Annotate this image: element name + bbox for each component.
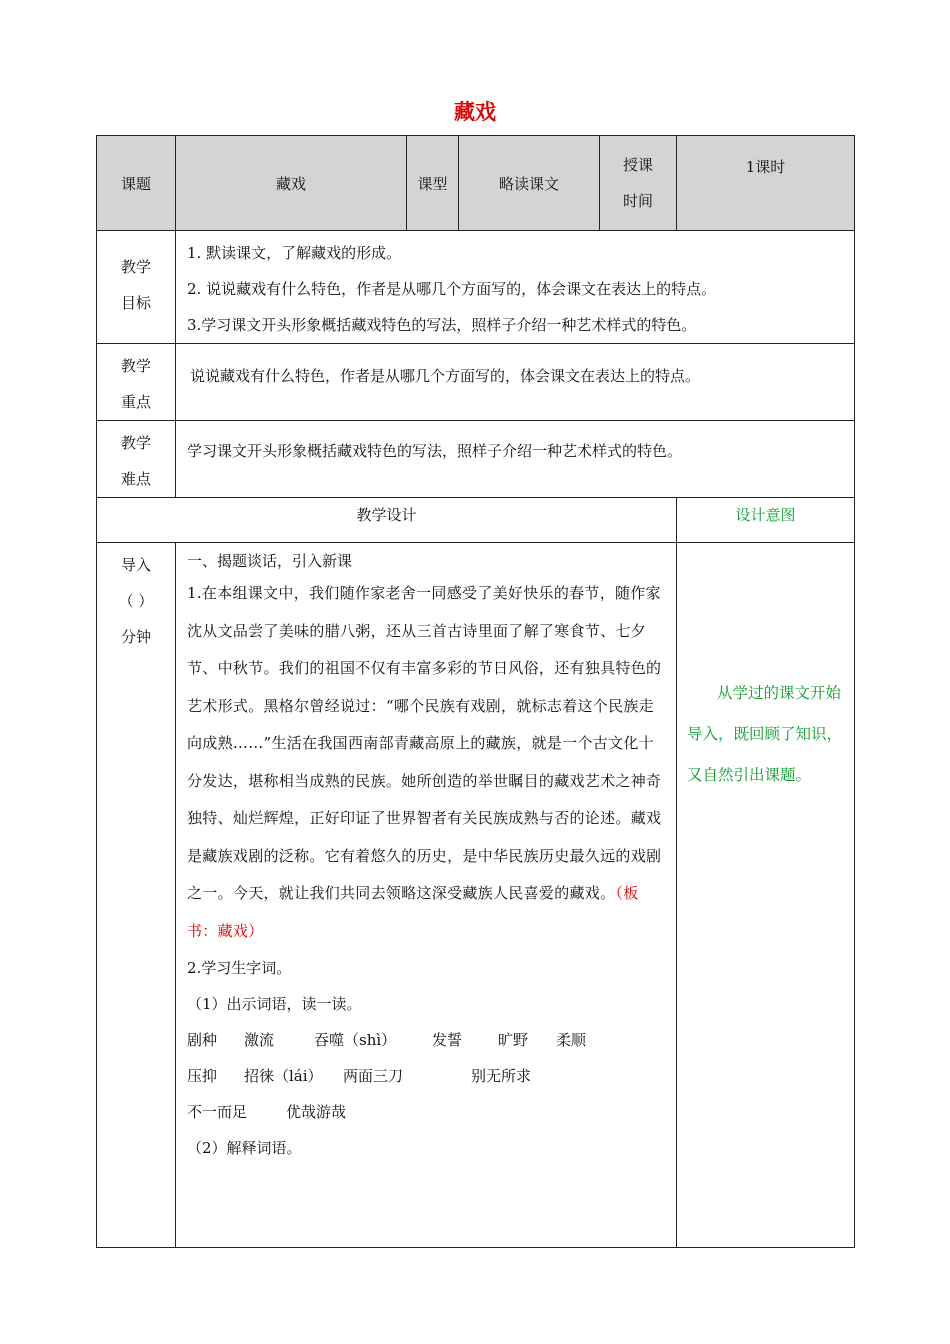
difficulty-content: 学习课文开头形象概括藏戏特色的写法，照样子介绍一种艺术样式的特色。 <box>176 421 855 498</box>
time-label <box>600 136 677 231</box>
document-title: 藏戏 <box>454 100 496 124</box>
difficulty-row <box>97 421 855 498</box>
focus-row <box>97 344 855 421</box>
word-item: 吞噬（shì） <box>314 1031 397 1049</box>
type-value: 略读课文 <box>459 136 600 231</box>
time-label-line1: 授课 <box>622 156 653 174</box>
intro-paragraph <box>187 575 666 950</box>
intro-label-line2: （ ） <box>118 592 154 610</box>
lesson-plan-table <box>96 135 855 1248</box>
difficulty-label <box>97 421 176 498</box>
word-item: 压抑 <box>187 1067 218 1085</box>
intro-label-line3: 分钟 <box>120 628 151 646</box>
topic-value: 藏戏 <box>176 136 407 231</box>
difficulty-label-line2: 难点 <box>120 470 151 488</box>
words-row-1 <box>187 1022 666 1058</box>
word-item: 发誓 <box>432 1031 463 1049</box>
sub-step-explain: （2）解释词语。 <box>187 1139 302 1157</box>
focus-label-line1: 教学 <box>120 357 151 375</box>
board-note: （板书：藏戏） <box>187 884 639 940</box>
word-item: 招徕（lái） <box>244 1067 323 1085</box>
step-vocabulary: 2.学习生字词。 <box>187 959 292 977</box>
word-item: 不一而足 <box>187 1103 248 1121</box>
words-row-3 <box>187 1094 666 1130</box>
goal-item: 1. 默读课文，了解藏戏的形成。 <box>187 244 402 262</box>
topic-label: 课题 <box>97 136 176 231</box>
time-value: 1课时 <box>677 136 855 231</box>
design-heading: 教学设计 <box>97 498 677 543</box>
type-label: 课型 <box>407 136 459 231</box>
focus-label <box>97 344 176 421</box>
intro-paragraph-text: 1.在本组课文中，我们随作家老舍一同感受了美好快乐的春节，随作家沈从文品尝了美味的腊八粥，还从三首古诗里面了解了寒食节、七夕节、中秋节。我们的祖国不仅有丰富多彩的节日风俗，还有独具特色的艺术形式。黑格尔曾经说过：“哪个民族有戏剧，就标志着这个民族走向成熟……”生活在我国西南部青藏高原上的藏族，就是一个古文化十分发达，堪称相当成熟的民族。她所创造的举世瞩目的藏戏艺术之神奇独特、灿烂辉煌，正好印证了世界智者有关民族成熟与否的论述。藏戏是藏族戏剧的泛称。它有着悠久的历史，是中华民族历史最久远的戏剧之一。今天，就让我们共同去领略这深受藏族人民喜爱的藏戏。 <box>187 584 662 902</box>
sub-step-read: （1）出示词语，读一读。 <box>187 995 362 1013</box>
intent-text: 从学过的课文开始导入，既回顾了知识，又自然引出课题。 <box>687 684 843 784</box>
word-item: 两面三刀 <box>343 1067 404 1085</box>
goals-label-line1: 教学 <box>120 258 151 276</box>
time-label-line2: 时间 <box>622 192 653 210</box>
goals-label <box>97 231 176 344</box>
word-item: 剧种 <box>187 1031 218 1049</box>
difficulty-label-line1: 教学 <box>120 434 151 452</box>
word-item: 旷野 <box>498 1031 529 1049</box>
intent-content <box>677 543 855 1248</box>
goals-label-line2: 目标 <box>120 294 151 312</box>
section-title: 一、揭题谈话，引入新课 <box>187 552 353 570</box>
intro-content <box>176 543 677 1248</box>
words-row-2 <box>187 1058 666 1094</box>
intro-row <box>97 543 855 1248</box>
word-item: 优哉游哉 <box>286 1103 347 1121</box>
focus-label-line2: 重点 <box>120 393 151 411</box>
goal-item: 3.学习课文开头形象概括藏戏特色的写法，照样子介绍一种艺术样式的特色。 <box>187 316 697 334</box>
focus-content: 说说藏戏有什么特色，作者是从哪几个方面写的，体会课文在表达上的特点。 <box>176 344 855 421</box>
intro-label <box>97 543 176 1248</box>
word-item: 激流 <box>244 1031 275 1049</box>
goals-content <box>176 231 855 344</box>
intent-heading: 设计意图 <box>677 498 855 543</box>
intro-label-line1: 导入 <box>120 556 151 574</box>
header-row <box>97 136 855 231</box>
word-item: 柔顺 <box>556 1031 587 1049</box>
goal-item: 2. 说说藏戏有什么特色，作者是从哪几个方面写的，体会课文在表达上的特点。 <box>187 280 717 298</box>
goals-row <box>97 231 855 344</box>
word-item: 别无所求 <box>471 1067 532 1085</box>
design-header-row <box>97 498 855 543</box>
